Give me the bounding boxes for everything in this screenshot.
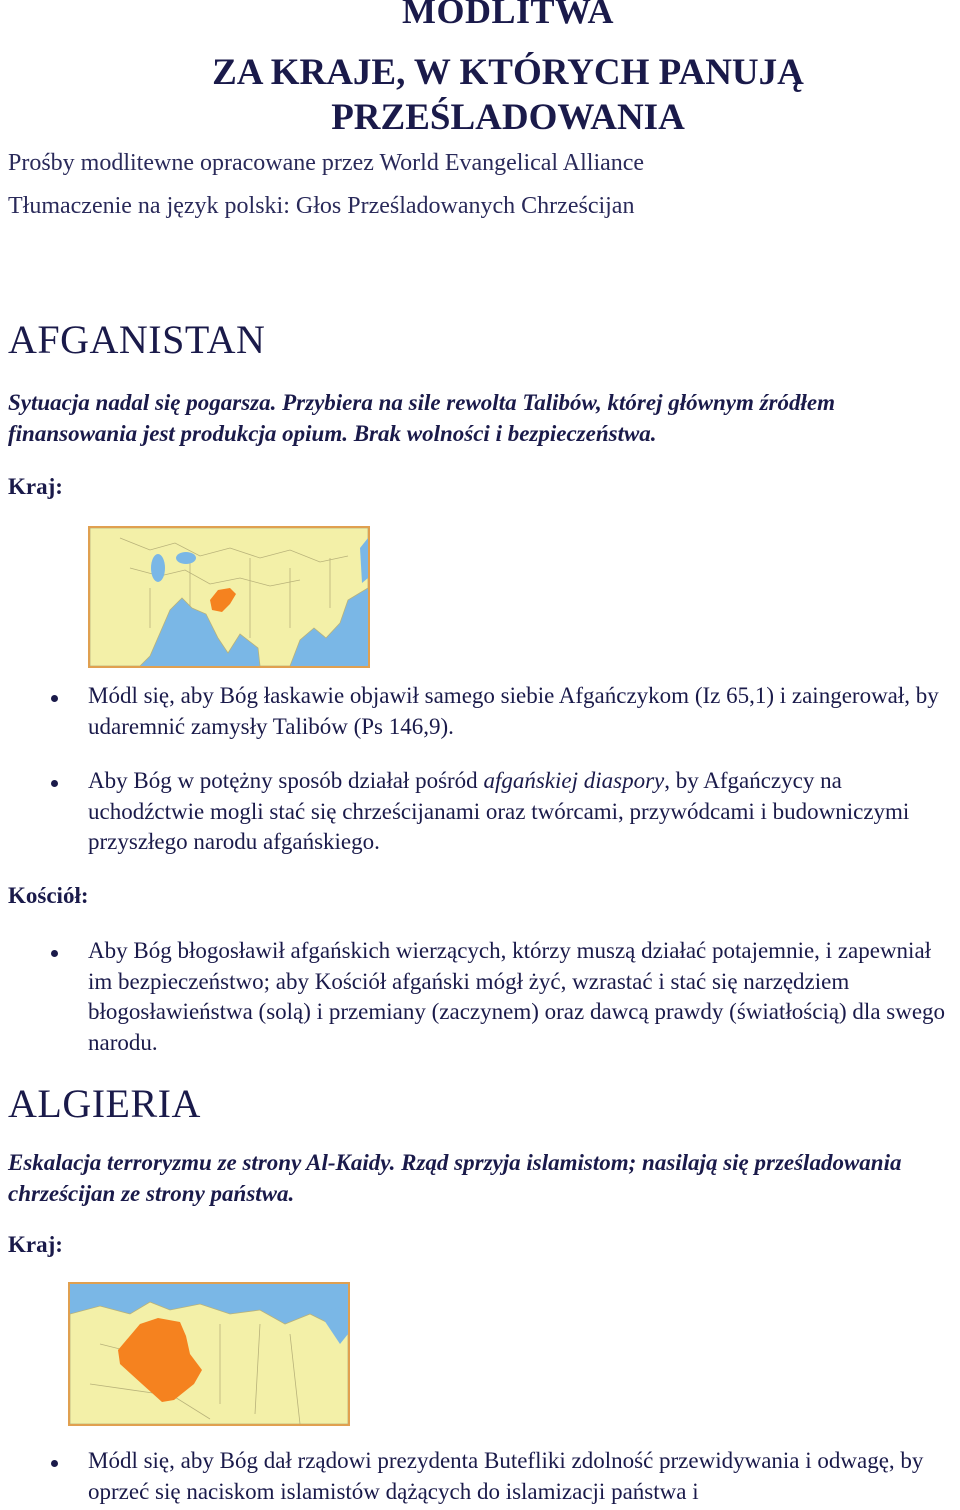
kraj-label-algieria: Kraj: <box>8 1232 63 1257</box>
algeria-map-graphic <box>70 1284 348 1424</box>
prayer-text-italic: afgańskiej diaspory <box>483 768 665 793</box>
title-line-1: MODLITWA <box>401 0 615 31</box>
title-line-2: ZA KRAJE, W KTÓRYCH PANUJĄ <box>212 52 804 93</box>
kraj-label-afganistan: Kraj: <box>8 474 63 499</box>
bullet-icon <box>51 780 58 787</box>
prayer-kraj-algieria-1: Módl się, aby Bóg dał rządowi prezydenta Butefliki zdolność przewidywania i odwagę, by oprzeć się naciskom islamistów dążących do islamizacji państwa i <box>88 1448 924 1504</box>
title-line-3: PRZEŚLADOWANIA <box>331 97 685 138</box>
algeria-map <box>68 1282 350 1426</box>
prayer-kraj-afganistan-1: Módl się, aby Bóg łaskawie objawił samego siebie Afgańczykom (Iz 65,1) i zaingerował, by udaremnić zamysły Talibów (Ps 146,9). <box>88 683 939 739</box>
bullet-icon <box>51 1460 58 1467</box>
prayer-kosciol-afganistan-1: Aby Bóg błogosławił afgańskich wierzących, którzy muszą działać potajemnie, i zapewniał im bezpieczeństwo; aby Kościół afgański mógł żyć, wzrastać i stać się narzędziem błogosławieństwa (solą) i przemiany (zaczynem) oraz dawcą prawdy (światłością) dla swego narodu. <box>88 938 946 1055</box>
country-heading-algieria: ALGIERIA <box>8 1081 201 1126</box>
subtitle-translation: Tłumaczenie na język polski: Głos Prześladowanych Chrześcijan <box>8 193 635 219</box>
subtitle-source: Prośby modlitewne opracowane przez World Evangelical Alliance <box>8 150 645 176</box>
country-summary-afganistan: Sytuacja nadal się pogarsza. Przybiera na sile rewolta Talibów, której głównym źródłem finansowania jest produkcja opium. Brak wolności i bezpieczeństwa. <box>8 390 835 446</box>
prayer-kraj-afganistan-2 <box>88 766 958 858</box>
afghanistan-map-graphic <box>90 528 368 666</box>
prayer-text-part: , by Afgańczycy na uchodźctwie mogli stać się chrześcijanami oraz twórcami, przywódcami i budowniczymi przyszłego narodu afgańskiego. <box>88 768 910 854</box>
country-heading-afganistan: AFGANISTAN <box>8 317 266 362</box>
country-summary-algieria: Eskalacja terroryzmu ze strony Al-Kaidy. Rząd sprzyja islamistom; nasilają się prześladowania chrześcijan ze strony państwa. <box>8 1150 902 1206</box>
bullet-icon <box>51 950 58 957</box>
bullet-icon <box>51 695 58 702</box>
prayer-text-part: Aby Bóg w potężny sposób działał pośród <box>88 768 484 793</box>
kosciol-label-afganistan: Kościół: <box>8 883 89 908</box>
afghanistan-map <box>88 526 370 668</box>
